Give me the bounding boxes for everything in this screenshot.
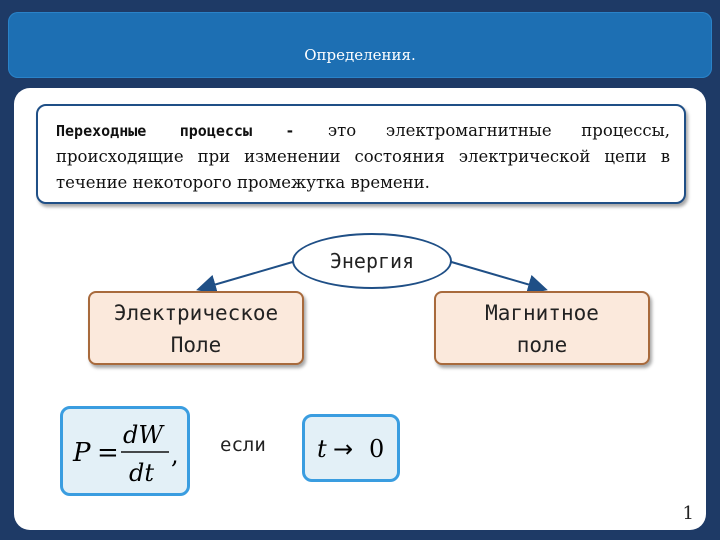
- limit-arrow-icon: →: [333, 435, 354, 463]
- power-formula-box: [60, 406, 190, 496]
- slide-title: Определения.: [304, 46, 416, 64]
- formula-lhs: P: [73, 438, 91, 468]
- definition-body: это электромагнитные процессы, происходящие при изменении состояния электрической цепи в течение некоторого промежутка времени.: [56, 121, 670, 192]
- electric-field-box: [88, 291, 304, 365]
- limit-formula: [305, 417, 397, 479]
- magnetic-field-line2: поле: [516, 333, 568, 357]
- definition-dash: -: [252, 122, 328, 140]
- electric-field-line1: Электрическое: [113, 301, 279, 325]
- electric-field-line2: Поле: [170, 333, 222, 357]
- limit-formula-box: [302, 414, 400, 482]
- slide-content: [14, 88, 706, 530]
- limit-value: 0: [369, 435, 385, 463]
- arrow-to-electric-field: [200, 261, 296, 289]
- magnetic-field-line1: Магнитное: [485, 301, 599, 325]
- energy-node: Энергия: [292, 233, 452, 289]
- title-bar: [8, 12, 712, 78]
- condition-word: если: [220, 434, 266, 456]
- power-formula: [63, 409, 187, 493]
- page-number: 1: [682, 503, 694, 524]
- definition-term: Переходные процессы: [56, 122, 252, 140]
- formula-equals: =: [97, 438, 119, 468]
- limit-variable: t: [317, 435, 327, 463]
- formula-denominator: dt: [129, 459, 155, 487]
- arrow-to-magnetic-field: [448, 261, 544, 289]
- formula-numerator: dW: [123, 421, 164, 449]
- magnetic-field-box: [434, 291, 650, 365]
- formula-comma: ,: [171, 441, 179, 469]
